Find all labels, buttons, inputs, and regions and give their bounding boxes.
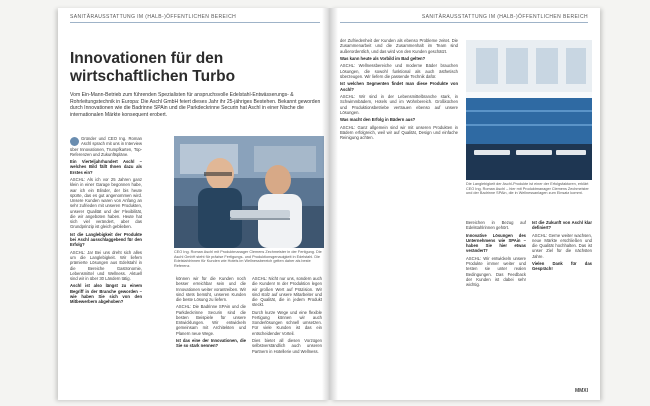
answer: Dies bietet all diesen Vorzügen selbstverständlich auch unseren Partnern in Hotellerie und Wellness. <box>252 338 322 354</box>
section-label: SANITÄRAUSSTATTUNG IM (HALB-)ÖFFENTLICHEN BEREICH <box>421 14 588 20</box>
question: Ein Vierteljahrhundert Aschl – welches Bild fällt Ihnen dazu als Erstes ein? <box>70 159 142 175</box>
answer: ASCHL: Wir sind in der Lebensmittelbranche stark, in Schwimmbädern, Hotels und im Wohnbereich. Großküchen und Produktionsbetriebe vertrauen ebenso auf unsere Lösungen. <box>340 94 458 115</box>
question: Was macht den Erfolg in Bädern aus? <box>340 117 416 123</box>
answer: ASCHL: Als ich vor 25 Jahren ganz klein in einer Garage begonnen habe, war ich ein Blinder, der bis heute spürte, das es gut angenommen wird. Unsere Kunden waren von Anfang an sehr zufrieden mit unseren Produkten, unserer Qualität und der Flexibilität, die wir angeboten haben. Heute hat sich viel verändert, aber das Grundprinzip ist gleich geblieben. <box>70 177 142 230</box>
answer: ASCHL: Wellnessbereiche und moderne Bäder brauchen Lösungen, die sowohl funktional als auch ästhetisch überzeugen. Wir liefern die passende Technik dafür. <box>340 63 458 79</box>
answer: ASCHL: Ja! Bei uns dreht sich alles um die Langlebigkeit. Wir liefern prämierte Lösungen aus Edelstahl in die Bereiche Gastronomie, Lebensmittel und Wellness. Aktuell sind wir in über 30 Ländern tätig. <box>70 249 142 281</box>
question: Was kann heute als Vorbild im Bad gelten? <box>340 55 426 61</box>
headline-line-2: wirtschaftlichen Turbo <box>70 68 236 85</box>
question: Ist welchen Segmenten findet man diese Produkte von Aschl? <box>340 81 458 92</box>
right-column-1 <box>340 38 458 394</box>
answer: ASCHL: Wir entwickeln unsere Produkte immer weiter und testen sie unter realen Bedingungen. Das Feedback der Kunden ist dabei sehr wichtig. <box>466 255 526 288</box>
page-number: MMXI <box>574 388 588 394</box>
left-column-3 <box>252 276 322 396</box>
question: Innovative Lösungen des Unternehmens wie SPAin – haben Sie hier etwas verändert? <box>466 232 526 254</box>
answer: können wir für die Kunden noch besser erreichbar sein und die Innovationen weiter vorantreiben. Wir sind stets bemüht, unseren Kunden die beste Lösung zu liefern. <box>176 276 246 302</box>
answer: der Zufriedenheit der Kunden als ebenso Probleme zeitet. Die Zusammenarbeit und die Zusammenhalt im Team sind außerordentlich, und das wird von den Kunden geschätzt. <box>340 38 458 54</box>
article-headline <box>70 50 320 86</box>
lead-paragraph: Vom Ein-Mann-Betrieb zum führenden Spezialisten für anspruchsvolle Edelstahl-Entwässerungs- & Rohrleitungstechnik in Europa: Die Aschl GmbH feiert dieses Jahr ihr 25-jähriges Bestehen. Bekannt geworden durch Innovationen wie die Badrinne SPAin und die Parkdeckrinne Securin hat Aschl in einer Nische die internationalen Märkte konsequent erobert. <box>70 92 321 118</box>
header-rule <box>340 22 588 23</box>
answer: Durch kurze Wege und eine flexible Fertigung können wir auch Sonderlösungen schnell umsetzen. Für viele Kunden ist das ein entscheidender Vorteil. <box>252 309 322 336</box>
left-column-2 <box>176 276 246 396</box>
pool-illustration <box>466 40 592 180</box>
question: Ist das eine der Innovationen, die Sie so stark nennen? <box>176 338 246 349</box>
right-column-2 <box>466 220 526 390</box>
header-rule <box>70 22 320 23</box>
right-page <box>330 8 600 400</box>
answer: ASCHL: Ganz allgemein sind wir mit unseren Produkten in Bädern erfolgreich, weil wir auf Qualität, Design und einfache Reinigung achten. <box>340 124 458 141</box>
answer: ASCHL: Gerne weiter wachsen, neue Märkte erschließen und die Qualität hochhalten. Das ist unser Ziel für die nächsten Jahre. <box>532 232 592 259</box>
left-column-1 <box>70 136 142 396</box>
question: Aschl ist also längst zu einem Begriff in der Branche geworden – wie haben Sie sich von den Mitbewerbern abgehoben? <box>70 283 142 305</box>
left-page <box>58 8 330 400</box>
answer: Bereichen in Bezug auf Edelstahlrinnen gehört. <box>466 220 526 231</box>
intro-paragraph: Gründer und CEO Ing. Roman Aschl sprach mit uns in Interview über Innovationen, Trumpfkarten, Top-Referenzen und Zukunftspläne. <box>70 136 142 157</box>
initial-bullet-icon <box>70 137 79 146</box>
headline-line-1: Innovationen für den <box>70 50 224 67</box>
answer: ASCHL: Die Badrinne SPAin und die Parkdeckrinne Securin sind die besten Beispiele für unsere Entwicklungen. Wir entwickeln gemeinsam mit Architekten und Planern neue Wege. <box>176 304 246 336</box>
photo-caption: Die Langlebigkeit der Aschl-Produkte ist einer der Erfolgsfaktoren, erklärt CEO Ing. Roman Aschl – hier mit Produktmanager Clemens Zechmeister und der Badrinne SPAin, die in Wellnessanlagen zum Einsatz kommt. <box>466 182 589 196</box>
photo-wellness-pool <box>466 40 592 180</box>
photo-illustration <box>174 136 324 248</box>
question: Ist die Langlebigkeit der Produkte bei Aschl ausschlaggebend für den Erfolg? <box>70 231 142 248</box>
section-label: SANITÄRAUSSTATTUNG IM (HALB-)ÖFFENTLICHEN BEREICH <box>70 14 237 20</box>
photo-caption: CEO Ing. Roman Aschl mit Produktmanager Clemens Zechmeister in der Fertigung. Die Aschl GmbH steht für präzise Fertigungs- und Produktionsgenauigkeit in Edelstahl. Die Edelstahlrinnen für Kunden wie Hotels im Wellnessbereich gelten daher als beste Referenz. <box>174 250 322 268</box>
answer: ASCHL: Nicht nur uns, sondern auch die Kunden! In der Produktion legen wir großen Wert auf Präzision. Wir sind stolz auf unsere Mitarbeiter und die Qualität, die in jedem Produkt steckt. <box>252 276 322 308</box>
photo-ceo-in-production <box>174 136 324 248</box>
closing-line: Vielen Dank für das Gespräch! <box>532 261 592 272</box>
right-column-3 <box>532 220 592 390</box>
question: Ist die Zukunft von Aschl klar definiert? <box>532 220 592 231</box>
